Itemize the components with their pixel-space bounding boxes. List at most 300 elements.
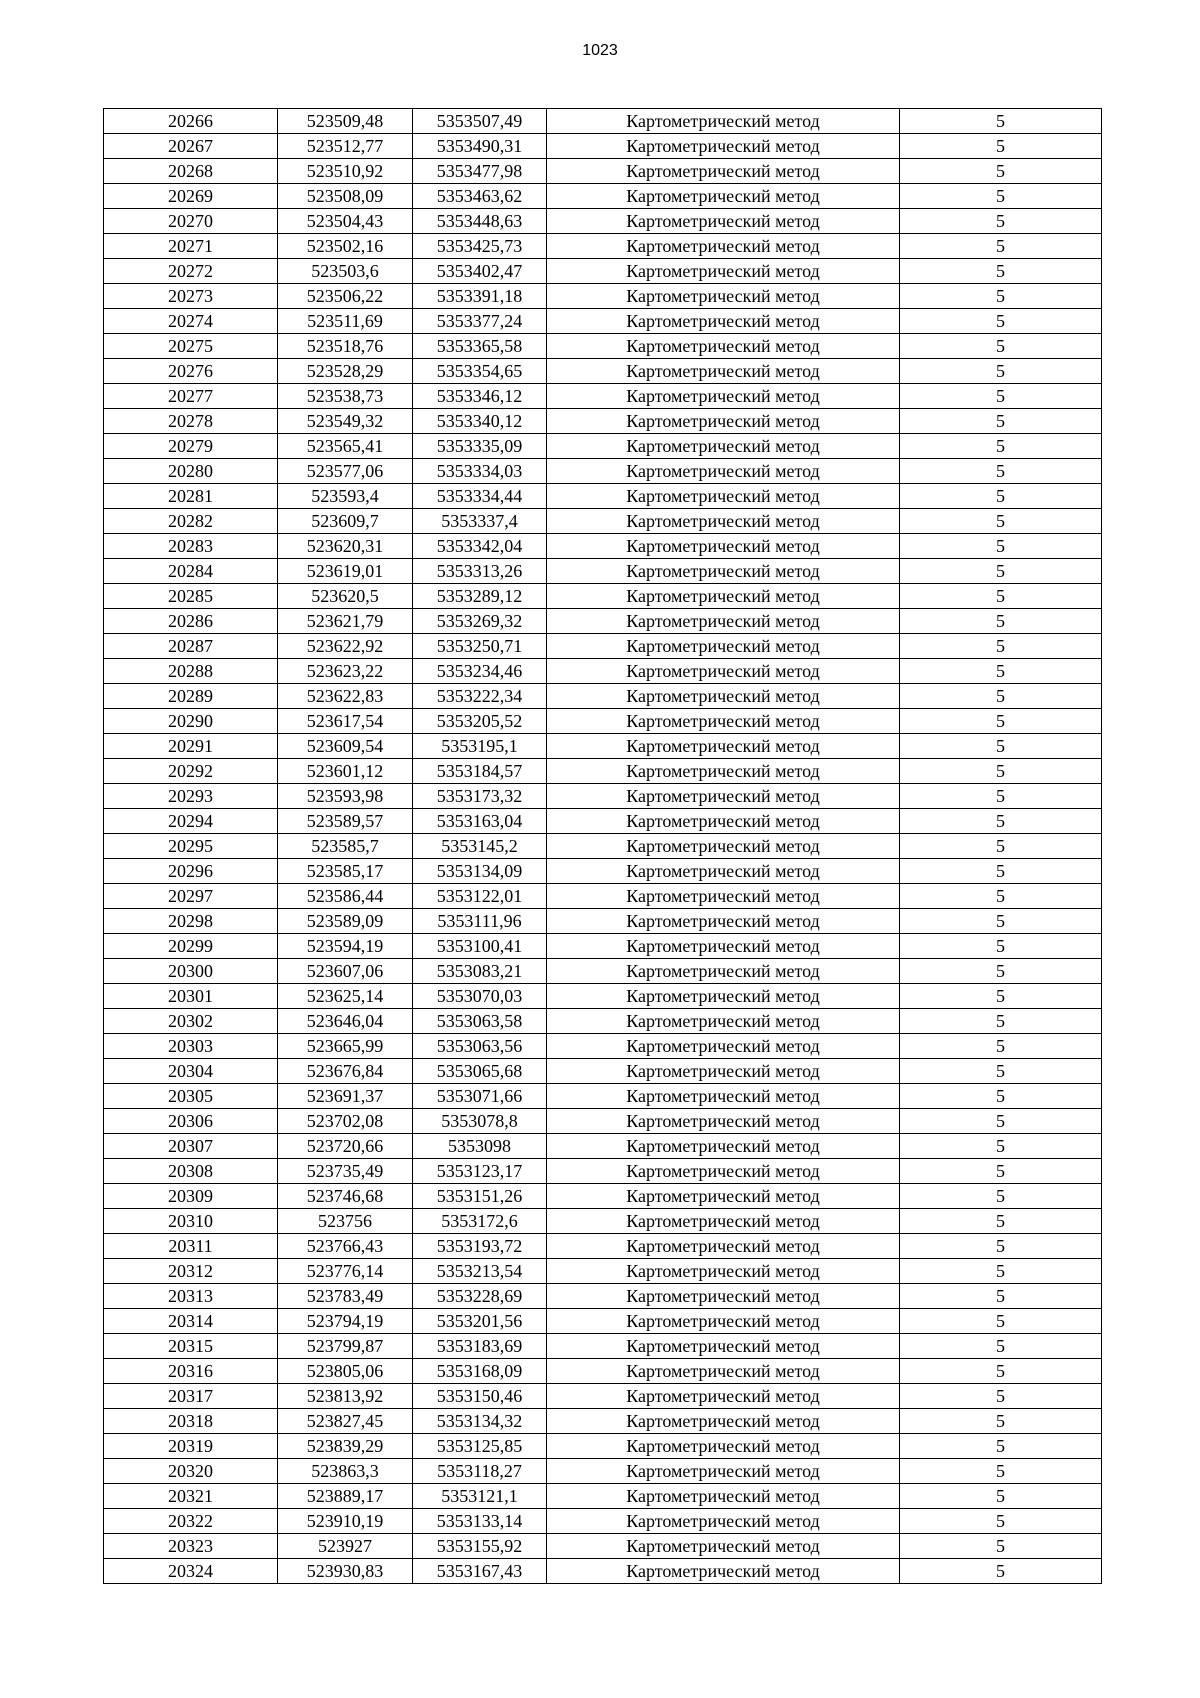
accuracy-cell: 5 bbox=[900, 1384, 1102, 1409]
y-coordinate-cell: 5353121,1 bbox=[413, 1484, 547, 1509]
point-number-cell: 20271 bbox=[104, 234, 278, 259]
accuracy-cell: 5 bbox=[900, 684, 1102, 709]
accuracy-cell: 5 bbox=[900, 709, 1102, 734]
x-coordinate-cell: 523504,43 bbox=[278, 209, 413, 234]
accuracy-cell: 5 bbox=[900, 309, 1102, 334]
x-coordinate-cell: 523577,06 bbox=[278, 459, 413, 484]
accuracy-cell: 5 bbox=[900, 1459, 1102, 1484]
table-row bbox=[104, 1034, 1102, 1059]
y-coordinate-cell: 5353151,26 bbox=[413, 1184, 547, 1209]
y-coordinate-cell: 5353167,43 bbox=[413, 1559, 547, 1584]
accuracy-cell: 5 bbox=[900, 859, 1102, 884]
method-cell: Картометрический метод bbox=[547, 1259, 900, 1284]
y-coordinate-cell: 5353125,85 bbox=[413, 1434, 547, 1459]
y-coordinate-cell: 5353122,01 bbox=[413, 884, 547, 909]
y-coordinate-cell: 5353100,41 bbox=[413, 934, 547, 959]
y-coordinate-cell: 5353391,18 bbox=[413, 284, 547, 309]
x-coordinate-cell: 523607,06 bbox=[278, 959, 413, 984]
x-coordinate-cell: 523827,45 bbox=[278, 1409, 413, 1434]
table-row bbox=[104, 634, 1102, 659]
x-coordinate-cell: 523910,19 bbox=[278, 1509, 413, 1534]
method-cell: Картометрический метод bbox=[547, 1084, 900, 1109]
y-coordinate-cell: 5353402,47 bbox=[413, 259, 547, 284]
method-cell: Картометрический метод bbox=[547, 634, 900, 659]
x-coordinate-cell: 523594,19 bbox=[278, 934, 413, 959]
table-row bbox=[104, 359, 1102, 384]
method-cell: Картометрический метод bbox=[547, 1109, 900, 1134]
point-number-cell: 20297 bbox=[104, 884, 278, 909]
y-coordinate-cell: 5353155,92 bbox=[413, 1534, 547, 1559]
point-number-cell: 20308 bbox=[104, 1159, 278, 1184]
y-coordinate-cell: 5353425,73 bbox=[413, 234, 547, 259]
x-coordinate-cell: 523889,17 bbox=[278, 1484, 413, 1509]
x-coordinate-cell: 523794,19 bbox=[278, 1309, 413, 1334]
point-number-cell: 20324 bbox=[104, 1559, 278, 1584]
method-cell: Картометрический метод bbox=[547, 384, 900, 409]
y-coordinate-cell: 5353377,24 bbox=[413, 309, 547, 334]
x-coordinate-cell: 523799,87 bbox=[278, 1334, 413, 1359]
accuracy-cell: 5 bbox=[900, 1059, 1102, 1084]
x-coordinate-cell: 523805,06 bbox=[278, 1359, 413, 1384]
point-number-cell: 20316 bbox=[104, 1359, 278, 1384]
accuracy-cell: 5 bbox=[900, 359, 1102, 384]
method-cell: Картометрический метод bbox=[547, 484, 900, 509]
coordinates-table-body bbox=[104, 109, 1102, 1584]
table-row bbox=[104, 1059, 1102, 1084]
y-coordinate-cell: 5353201,56 bbox=[413, 1309, 547, 1334]
table-row bbox=[104, 709, 1102, 734]
x-coordinate-cell: 523813,92 bbox=[278, 1384, 413, 1409]
method-cell: Картометрический метод bbox=[547, 834, 900, 859]
accuracy-cell: 5 bbox=[900, 259, 1102, 284]
method-cell: Картометрический метод bbox=[547, 1034, 900, 1059]
method-cell: Картометрический метод bbox=[547, 584, 900, 609]
y-coordinate-cell: 5353222,34 bbox=[413, 684, 547, 709]
method-cell: Картометрический метод bbox=[547, 1534, 900, 1559]
method-cell: Картометрический метод bbox=[547, 909, 900, 934]
x-coordinate-cell: 523528,29 bbox=[278, 359, 413, 384]
table-row bbox=[104, 1559, 1102, 1584]
table-row bbox=[104, 809, 1102, 834]
table-row bbox=[104, 234, 1102, 259]
y-coordinate-cell: 5353071,66 bbox=[413, 1084, 547, 1109]
x-coordinate-cell: 523601,12 bbox=[278, 759, 413, 784]
x-coordinate-cell: 523839,29 bbox=[278, 1434, 413, 1459]
method-cell: Картометрический метод bbox=[547, 1134, 900, 1159]
y-coordinate-cell: 5353313,26 bbox=[413, 559, 547, 584]
point-number-cell: 20278 bbox=[104, 409, 278, 434]
accuracy-cell: 5 bbox=[900, 884, 1102, 909]
accuracy-cell: 5 bbox=[900, 134, 1102, 159]
accuracy-cell: 5 bbox=[900, 784, 1102, 809]
method-cell: Картометрический метод bbox=[547, 1459, 900, 1484]
x-coordinate-cell: 523620,31 bbox=[278, 534, 413, 559]
point-number-cell: 20319 bbox=[104, 1434, 278, 1459]
y-coordinate-cell: 5353150,46 bbox=[413, 1384, 547, 1409]
x-coordinate-cell: 523510,92 bbox=[278, 159, 413, 184]
x-coordinate-cell: 523593,98 bbox=[278, 784, 413, 809]
point-number-cell: 20320 bbox=[104, 1459, 278, 1484]
x-coordinate-cell: 523589,57 bbox=[278, 809, 413, 834]
table-row bbox=[104, 509, 1102, 534]
method-cell: Картометрический метод bbox=[547, 409, 900, 434]
y-coordinate-cell: 5353134,09 bbox=[413, 859, 547, 884]
accuracy-cell: 5 bbox=[900, 484, 1102, 509]
accuracy-cell: 5 bbox=[900, 1209, 1102, 1234]
x-coordinate-cell: 523776,14 bbox=[278, 1259, 413, 1284]
accuracy-cell: 5 bbox=[900, 384, 1102, 409]
accuracy-cell: 5 bbox=[900, 609, 1102, 634]
table-row bbox=[104, 1334, 1102, 1359]
accuracy-cell: 5 bbox=[900, 834, 1102, 859]
accuracy-cell: 5 bbox=[900, 184, 1102, 209]
x-coordinate-cell: 523766,43 bbox=[278, 1234, 413, 1259]
y-coordinate-cell: 5353228,69 bbox=[413, 1284, 547, 1309]
method-cell: Картометрический метод bbox=[547, 1009, 900, 1034]
method-cell: Картометрический метод bbox=[547, 359, 900, 384]
y-coordinate-cell: 5353334,03 bbox=[413, 459, 547, 484]
point-number-cell: 20273 bbox=[104, 284, 278, 309]
table-row bbox=[104, 1209, 1102, 1234]
x-coordinate-cell: 523665,99 bbox=[278, 1034, 413, 1059]
accuracy-cell: 5 bbox=[900, 584, 1102, 609]
page-number: 1023 bbox=[582, 42, 618, 59]
method-cell: Картометрический метод bbox=[547, 734, 900, 759]
table-row bbox=[104, 459, 1102, 484]
table-row bbox=[104, 1084, 1102, 1109]
point-number-cell: 20313 bbox=[104, 1284, 278, 1309]
point-number-cell: 20290 bbox=[104, 709, 278, 734]
accuracy-cell: 5 bbox=[900, 284, 1102, 309]
y-coordinate-cell: 5353172,6 bbox=[413, 1209, 547, 1234]
y-coordinate-cell: 5353123,17 bbox=[413, 1159, 547, 1184]
x-coordinate-cell: 523927 bbox=[278, 1534, 413, 1559]
accuracy-cell: 5 bbox=[900, 409, 1102, 434]
method-cell: Картометрический метод bbox=[547, 1409, 900, 1434]
x-coordinate-cell: 523518,76 bbox=[278, 334, 413, 359]
table-row bbox=[104, 259, 1102, 284]
method-cell: Картометрический метод bbox=[547, 1509, 900, 1534]
table-row bbox=[104, 1009, 1102, 1034]
y-coordinate-cell: 5353070,03 bbox=[413, 984, 547, 1009]
accuracy-cell: 5 bbox=[900, 1184, 1102, 1209]
point-number-cell: 20293 bbox=[104, 784, 278, 809]
method-cell: Картометрический метод bbox=[547, 659, 900, 684]
method-cell: Картометрический метод bbox=[547, 334, 900, 359]
accuracy-cell: 5 bbox=[900, 959, 1102, 984]
table-row bbox=[104, 309, 1102, 334]
method-cell: Картометрический метод bbox=[547, 1384, 900, 1409]
y-coordinate-cell: 5353289,12 bbox=[413, 584, 547, 609]
method-cell: Картометрический метод bbox=[547, 709, 900, 734]
table-row bbox=[104, 109, 1102, 134]
point-number-cell: 20276 bbox=[104, 359, 278, 384]
x-coordinate-cell: 523622,83 bbox=[278, 684, 413, 709]
coordinates-table bbox=[103, 108, 1102, 1584]
x-coordinate-cell: 523565,41 bbox=[278, 434, 413, 459]
table-row bbox=[104, 884, 1102, 909]
table-row bbox=[104, 334, 1102, 359]
y-coordinate-cell: 5353334,44 bbox=[413, 484, 547, 509]
y-coordinate-cell: 5353346,12 bbox=[413, 384, 547, 409]
accuracy-cell: 5 bbox=[900, 459, 1102, 484]
point-number-cell: 20300 bbox=[104, 959, 278, 984]
x-coordinate-cell: 523930,83 bbox=[278, 1559, 413, 1584]
method-cell: Картометрический метод bbox=[547, 109, 900, 134]
y-coordinate-cell: 5353111,96 bbox=[413, 909, 547, 934]
accuracy-cell: 5 bbox=[900, 634, 1102, 659]
table-row bbox=[104, 1484, 1102, 1509]
method-cell: Картометрический метод bbox=[547, 934, 900, 959]
point-number-cell: 20287 bbox=[104, 634, 278, 659]
x-coordinate-cell: 523783,49 bbox=[278, 1284, 413, 1309]
point-number-cell: 20270 bbox=[104, 209, 278, 234]
y-coordinate-cell: 5353477,98 bbox=[413, 159, 547, 184]
y-coordinate-cell: 5353205,52 bbox=[413, 709, 547, 734]
table-row bbox=[104, 384, 1102, 409]
point-number-cell: 20275 bbox=[104, 334, 278, 359]
point-number-cell: 20266 bbox=[104, 109, 278, 134]
point-number-cell: 20272 bbox=[104, 259, 278, 284]
accuracy-cell: 5 bbox=[900, 1309, 1102, 1334]
y-coordinate-cell: 5353269,32 bbox=[413, 609, 547, 634]
table-row bbox=[104, 1359, 1102, 1384]
accuracy-cell: 5 bbox=[900, 1409, 1102, 1434]
x-coordinate-cell: 523735,49 bbox=[278, 1159, 413, 1184]
point-number-cell: 20280 bbox=[104, 459, 278, 484]
point-number-cell: 20296 bbox=[104, 859, 278, 884]
x-coordinate-cell: 523702,08 bbox=[278, 1109, 413, 1134]
table-row bbox=[104, 959, 1102, 984]
method-cell: Картометрический метод bbox=[547, 559, 900, 584]
accuracy-cell: 5 bbox=[900, 1009, 1102, 1034]
method-cell: Картометрический метод bbox=[547, 1184, 900, 1209]
x-coordinate-cell: 523589,09 bbox=[278, 909, 413, 934]
point-number-cell: 20298 bbox=[104, 909, 278, 934]
table-row bbox=[104, 1259, 1102, 1284]
table-row bbox=[104, 1109, 1102, 1134]
point-number-cell: 20292 bbox=[104, 759, 278, 784]
x-coordinate-cell: 523625,14 bbox=[278, 984, 413, 1009]
method-cell: Картометрический метод bbox=[547, 784, 900, 809]
accuracy-cell: 5 bbox=[900, 1034, 1102, 1059]
accuracy-cell: 5 bbox=[900, 1134, 1102, 1159]
point-number-cell: 20281 bbox=[104, 484, 278, 509]
method-cell: Картометрический метод bbox=[547, 459, 900, 484]
table-row bbox=[104, 159, 1102, 184]
table-row bbox=[104, 1459, 1102, 1484]
accuracy-cell: 5 bbox=[900, 534, 1102, 559]
point-number-cell: 20318 bbox=[104, 1409, 278, 1434]
method-cell: Картометрический метод bbox=[547, 234, 900, 259]
y-coordinate-cell: 5353183,69 bbox=[413, 1334, 547, 1359]
table-row bbox=[104, 659, 1102, 684]
point-number-cell: 20274 bbox=[104, 309, 278, 334]
method-cell: Картометрический метод bbox=[547, 1434, 900, 1459]
y-coordinate-cell: 5353337,4 bbox=[413, 509, 547, 534]
y-coordinate-cell: 5353145,2 bbox=[413, 834, 547, 859]
x-coordinate-cell: 523502,16 bbox=[278, 234, 413, 259]
method-cell: Картометрический метод bbox=[547, 684, 900, 709]
point-number-cell: 20304 bbox=[104, 1059, 278, 1084]
y-coordinate-cell: 5353134,32 bbox=[413, 1409, 547, 1434]
y-coordinate-cell: 5353063,56 bbox=[413, 1034, 547, 1059]
y-coordinate-cell: 5353365,58 bbox=[413, 334, 547, 359]
table-row bbox=[104, 1534, 1102, 1559]
y-coordinate-cell: 5353490,31 bbox=[413, 134, 547, 159]
point-number-cell: 20314 bbox=[104, 1309, 278, 1334]
x-coordinate-cell: 523676,84 bbox=[278, 1059, 413, 1084]
point-number-cell: 20321 bbox=[104, 1484, 278, 1509]
method-cell: Картометрический метод bbox=[547, 1234, 900, 1259]
y-coordinate-cell: 5353118,27 bbox=[413, 1459, 547, 1484]
method-cell: Картометрический метод bbox=[547, 284, 900, 309]
method-cell: Картометрический метод bbox=[547, 1159, 900, 1184]
accuracy-cell: 5 bbox=[900, 1509, 1102, 1534]
accuracy-cell: 5 bbox=[900, 759, 1102, 784]
table-row bbox=[104, 1409, 1102, 1434]
table-row bbox=[104, 1509, 1102, 1534]
method-cell: Картометрический метод bbox=[547, 809, 900, 834]
accuracy-cell: 5 bbox=[900, 1334, 1102, 1359]
y-coordinate-cell: 5353342,04 bbox=[413, 534, 547, 559]
y-coordinate-cell: 5353193,72 bbox=[413, 1234, 547, 1259]
y-coordinate-cell: 5353448,63 bbox=[413, 209, 547, 234]
table-row bbox=[104, 534, 1102, 559]
table-row bbox=[104, 184, 1102, 209]
accuracy-cell: 5 bbox=[900, 234, 1102, 259]
point-number-cell: 20277 bbox=[104, 384, 278, 409]
accuracy-cell: 5 bbox=[900, 1259, 1102, 1284]
accuracy-cell: 5 bbox=[900, 1359, 1102, 1384]
x-coordinate-cell: 523746,68 bbox=[278, 1184, 413, 1209]
x-coordinate-cell: 523509,48 bbox=[278, 109, 413, 134]
accuracy-cell: 5 bbox=[900, 1534, 1102, 1559]
table-row bbox=[104, 984, 1102, 1009]
point-number-cell: 20306 bbox=[104, 1109, 278, 1134]
x-coordinate-cell: 523609,54 bbox=[278, 734, 413, 759]
x-coordinate-cell: 523623,22 bbox=[278, 659, 413, 684]
x-coordinate-cell: 523538,73 bbox=[278, 384, 413, 409]
point-number-cell: 20284 bbox=[104, 559, 278, 584]
point-number-cell: 20268 bbox=[104, 159, 278, 184]
method-cell: Картометрический метод bbox=[547, 434, 900, 459]
table-row bbox=[104, 409, 1102, 434]
y-coordinate-cell: 5353184,57 bbox=[413, 759, 547, 784]
point-number-cell: 20322 bbox=[104, 1509, 278, 1534]
y-coordinate-cell: 5353250,71 bbox=[413, 634, 547, 659]
y-coordinate-cell: 5353098 bbox=[413, 1134, 547, 1159]
accuracy-cell: 5 bbox=[900, 159, 1102, 184]
method-cell: Картометрический метод bbox=[547, 1359, 900, 1384]
table-row bbox=[104, 609, 1102, 634]
table-row bbox=[104, 434, 1102, 459]
x-coordinate-cell: 523621,79 bbox=[278, 609, 413, 634]
point-number-cell: 20311 bbox=[104, 1234, 278, 1259]
accuracy-cell: 5 bbox=[900, 1109, 1102, 1134]
accuracy-cell: 5 bbox=[900, 659, 1102, 684]
x-coordinate-cell: 523586,44 bbox=[278, 884, 413, 909]
table-row bbox=[104, 134, 1102, 159]
point-number-cell: 20286 bbox=[104, 609, 278, 634]
accuracy-cell: 5 bbox=[900, 1284, 1102, 1309]
x-coordinate-cell: 523756 bbox=[278, 1209, 413, 1234]
method-cell: Картометрический метод bbox=[547, 509, 900, 534]
method-cell: Картометрический метод bbox=[547, 259, 900, 284]
x-coordinate-cell: 523585,17 bbox=[278, 859, 413, 884]
x-coordinate-cell: 523617,54 bbox=[278, 709, 413, 734]
table-row bbox=[104, 1159, 1102, 1184]
table-row bbox=[104, 1434, 1102, 1459]
point-number-cell: 20267 bbox=[104, 134, 278, 159]
point-number-cell: 20323 bbox=[104, 1534, 278, 1559]
x-coordinate-cell: 523863,3 bbox=[278, 1459, 413, 1484]
method-cell: Картометрический метод bbox=[547, 884, 900, 909]
accuracy-cell: 5 bbox=[900, 1434, 1102, 1459]
y-coordinate-cell: 5353335,09 bbox=[413, 434, 547, 459]
method-cell: Картометрический метод bbox=[547, 184, 900, 209]
method-cell: Картометрический метод bbox=[547, 959, 900, 984]
x-coordinate-cell: 523549,32 bbox=[278, 409, 413, 434]
accuracy-cell: 5 bbox=[900, 509, 1102, 534]
point-number-cell: 20302 bbox=[104, 1009, 278, 1034]
point-number-cell: 20310 bbox=[104, 1209, 278, 1234]
table-row bbox=[104, 934, 1102, 959]
x-coordinate-cell: 523609,7 bbox=[278, 509, 413, 534]
point-number-cell: 20283 bbox=[104, 534, 278, 559]
x-coordinate-cell: 523622,92 bbox=[278, 634, 413, 659]
point-number-cell: 20285 bbox=[104, 584, 278, 609]
x-coordinate-cell: 523593,4 bbox=[278, 484, 413, 509]
x-coordinate-cell: 523512,77 bbox=[278, 134, 413, 159]
accuracy-cell: 5 bbox=[900, 559, 1102, 584]
method-cell: Картометрический метод bbox=[547, 134, 900, 159]
method-cell: Картометрический метод bbox=[547, 759, 900, 784]
point-number-cell: 20303 bbox=[104, 1034, 278, 1059]
method-cell: Картометрический метод bbox=[547, 1059, 900, 1084]
method-cell: Картометрический метод bbox=[547, 984, 900, 1009]
table-row bbox=[104, 284, 1102, 309]
accuracy-cell: 5 bbox=[900, 1084, 1102, 1109]
accuracy-cell: 5 bbox=[900, 934, 1102, 959]
table-row bbox=[104, 1134, 1102, 1159]
y-coordinate-cell: 5353507,49 bbox=[413, 109, 547, 134]
point-number-cell: 20291 bbox=[104, 734, 278, 759]
accuracy-cell: 5 bbox=[900, 209, 1102, 234]
x-coordinate-cell: 523619,01 bbox=[278, 559, 413, 584]
table-row bbox=[104, 734, 1102, 759]
method-cell: Картометрический метод bbox=[547, 159, 900, 184]
point-number-cell: 20301 bbox=[104, 984, 278, 1009]
table-row bbox=[104, 1284, 1102, 1309]
accuracy-cell: 5 bbox=[900, 109, 1102, 134]
point-number-cell: 20289 bbox=[104, 684, 278, 709]
table-row bbox=[104, 859, 1102, 884]
table-row bbox=[104, 209, 1102, 234]
method-cell: Картометрический метод bbox=[547, 309, 900, 334]
accuracy-cell: 5 bbox=[900, 1234, 1102, 1259]
x-coordinate-cell: 523503,6 bbox=[278, 259, 413, 284]
method-cell: Картометрический метод bbox=[547, 1484, 900, 1509]
x-coordinate-cell: 523585,7 bbox=[278, 834, 413, 859]
y-coordinate-cell: 5353195,1 bbox=[413, 734, 547, 759]
table-row bbox=[104, 909, 1102, 934]
method-cell: Картометрический метод bbox=[547, 859, 900, 884]
point-number-cell: 20305 bbox=[104, 1084, 278, 1109]
method-cell: Картометрический метод bbox=[547, 1284, 900, 1309]
table-row bbox=[104, 584, 1102, 609]
y-coordinate-cell: 5353168,09 bbox=[413, 1359, 547, 1384]
